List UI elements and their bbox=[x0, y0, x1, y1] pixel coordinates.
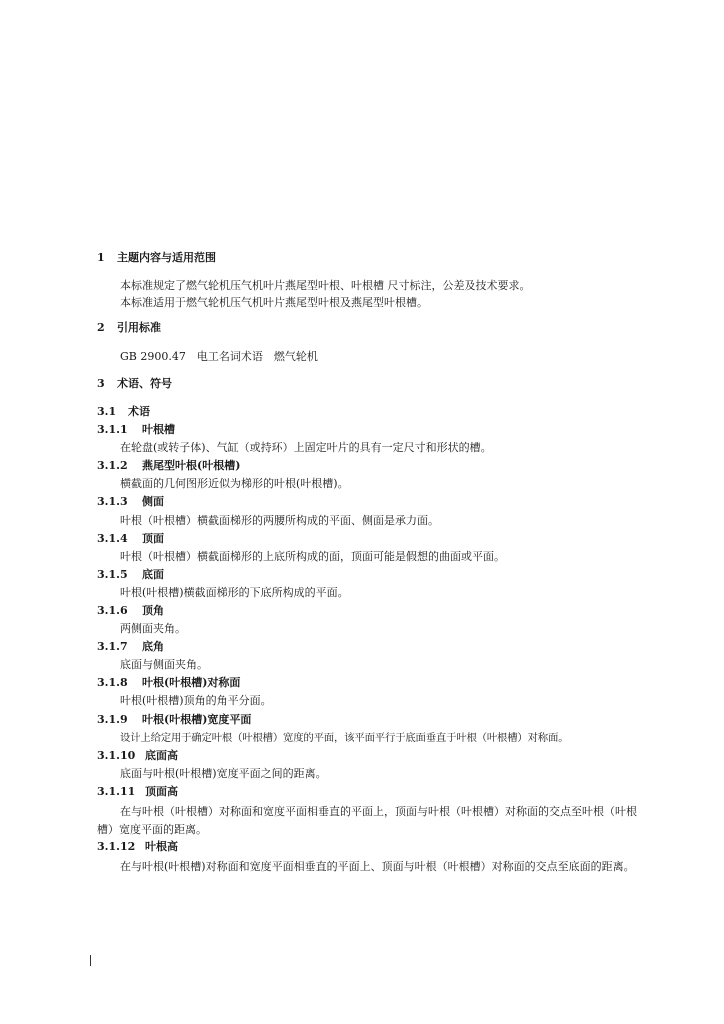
term-title: 顶面高 bbox=[145, 785, 178, 798]
term-title: 底面高 bbox=[145, 749, 178, 762]
term-number: 3.1.9 bbox=[97, 713, 128, 726]
reference-text: GB 2900.47 电工名词术语 燃气轮机 bbox=[120, 350, 318, 363]
term-number: 3.1.12 bbox=[97, 840, 136, 853]
section-number: 3 bbox=[97, 377, 105, 390]
section-number: 2 bbox=[97, 321, 105, 334]
term-number: 3.1.1 bbox=[97, 423, 128, 436]
term-title: 底角 bbox=[142, 640, 164, 653]
term-title: 叶根(叶根槽)宽度平面 bbox=[142, 713, 252, 726]
section-title: 主题内容与适用范围 bbox=[117, 251, 216, 264]
term-title: 底面 bbox=[142, 568, 164, 581]
term-number: 3.1.11 bbox=[97, 785, 136, 798]
term-definition: 在与叶根(叶根槽)对称面和宽度平面相垂直的平面上、顶面与叶根（叶根槽）对称面的交点至底面的距离。 bbox=[120, 860, 635, 873]
term-title: 叶根(叶根槽)对称面 bbox=[142, 676, 241, 689]
term-number: 3.1.4 bbox=[97, 532, 128, 545]
term-number: 3.1.7 bbox=[97, 640, 128, 653]
subsection-title: 术语 bbox=[128, 405, 150, 418]
section-title: 术语、符号 bbox=[117, 377, 172, 390]
term-definition: 在与叶根（叶根槽）对称面和宽度平面相垂直的平面上，顶面与叶根（叶根槽）对称面的交点至叶根（叶根槽）宽度平面的距离。 bbox=[97, 805, 637, 836]
term-number: 3.1.3 bbox=[97, 495, 128, 508]
paragraph-text: 本标准适用于燃气轮机压气机叶片燕尾型叶根及燕尾型叶根槽。 bbox=[120, 296, 428, 309]
paragraph-text: 本标准规定了燃气轮机压气机叶片燕尾型叶根、叶根槽 尺寸标注，公差及技术要求。 bbox=[120, 279, 531, 292]
term-title: 叶根槽 bbox=[142, 423, 175, 436]
section-number: 1 bbox=[97, 251, 105, 264]
term-title: 侧面 bbox=[142, 495, 164, 508]
term-number: 3.1.8 bbox=[97, 676, 128, 689]
term-number: 3.1.10 bbox=[97, 749, 136, 762]
term-number: 3.1.5 bbox=[97, 568, 128, 581]
term-number: 3.1.6 bbox=[97, 604, 128, 617]
margin-mark bbox=[90, 955, 91, 966]
term-title: 叶根高 bbox=[145, 840, 178, 853]
term-title: 顶面 bbox=[142, 532, 164, 545]
section-title: 引用标准 bbox=[117, 321, 161, 334]
term-number: 3.1.2 bbox=[97, 459, 128, 472]
term-title: 顶角 bbox=[142, 604, 164, 617]
subsection-number: 3.1 bbox=[97, 405, 117, 418]
document-page: 1 主题内容与适用范围 本标准规定了燃气轮机压气机叶片燕尾型叶根、叶根槽 尺寸标注，公差及技术要求。 本标准适用于燃气轮机压气机叶片燕尾型叶根及燕尾型叶根槽。 2 引用标准 GB 2900.47 电工名词术语 燃气轮机 3 术语、符号 3.1 术语 3.1.1 叶根槽 在轮盘(或转子体)、气缸（或持环）上固定叶片的具有一定尺寸和形状的槽。 3.1.2 燕尾型叶根(叶根槽) 横截面的几何图形近似为梯形的叶根(叶根槽)。 3.1.3 侧面 叶根（叶根槽）横截面梯形的两腰所构成的平面、侧面是承力面。 3.1.4 顶面 叶根（叶根槽）横截面梯形的上底所构成的面，顶面可能是假想的曲面或平面。 3.1.5 底面 叶根(叶根槽)横截面梯形的下底所构成的平面。 3.1.6 顶角 两侧面夹角。 3.1.7 底角 底面与侧面夹角。 3.1.8 叶根(叶根槽)对称面 叶根(叶根槽)顶角的角平分面。 3.1.9 叶根(叶根槽)宽度平面 设计上给定用于确定叶根（叶根槽）宽度的平面，该平面平行于底面垂直于叶根（叶根槽）对称面。 3.1.10 底面高 底面与叶根(叶根槽)宽度平面之间的距离。 3.1.11 顶面高 在与叶根（叶根槽）对称面和宽度平面相垂直的平面上，顶面与叶根（叶根槽）对称面的交点至叶根（叶根槽）宽度平面的距离。 3.1.12 叶根高 在与叶根(叶根槽)对称面和宽度平面相垂直的平面上、顶面与叶根（叶根槽）对称面的交点至底面的距离。 bbox=[0, 0, 724, 1024]
term-title: 燕尾型叶根(叶根槽) bbox=[142, 459, 241, 472]
